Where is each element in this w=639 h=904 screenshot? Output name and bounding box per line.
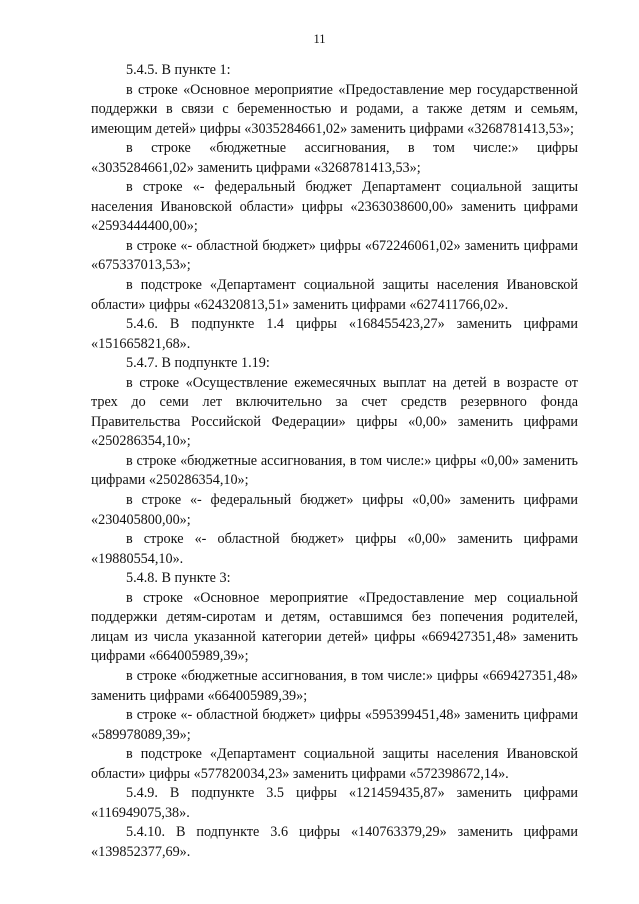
paragraph: 5.4.10. В подпункте 3.6 цифры «140763379,29» заменить цифрами «139852377,69». (91, 824, 578, 860)
paragraph: в строке «Осуществление ежемесячных выплат на детей в возрасте от трех до семи лет включительно за счет средств резервного фонда Правительства Российской Федерации» цифры «0,00» заменить цифрами «250286354,10»; (91, 374, 578, 450)
paragraph: 5.4.9. В подпункте 3.5 цифры «121459435,87» заменить цифрами «116949075,38». (91, 785, 578, 821)
document-body (91, 61, 578, 862)
paragraph: в подстроке «Департамент социальной защиты населения Ивановской области» цифры «624320813,51» заменить цифрами «627411766,02». (91, 277, 578, 313)
page-number: 11 (313, 32, 326, 46)
paragraph: 5.4.5. В пункте 1: (126, 62, 231, 78)
paragraph: 5.4.7. В подпункте 1.19: (126, 355, 270, 372)
paragraph: в строке «Основное мероприятие «Предоставление мер государственной поддержки в связи с беременностью и родами, а также детям и семьям, имеющим детей» цифры «3035284661,02» заменить цифрами «3268781413,53»; (91, 81, 578, 137)
paragraph: в строке «Основное мероприятие «Предоставление мер социальной поддержки детям-сиротам и детям, оставшимся без попечения родителей, лицам из числа указанной категории детей» цифры «669427351,48» заменить цифрами «664005989,39»; (91, 589, 578, 665)
paragraph: в строке «- областной бюджет» цифры «0,00» заменить цифрами «19880554,10». (91, 531, 578, 567)
paragraph: в строке «- федеральный бюджет Департамент социальной защиты населения Ивановской области» цифры «2363038600,00» заменить цифрами «2593444400,00»; (91, 179, 578, 235)
paragraph: в строке «бюджетные ассигнования, в том числе:» цифры «0,00» заменить цифрами «250286354,10»; (91, 452, 578, 489)
paragraph: в строке «- областной бюджет» цифры «595399451,48» заменить цифрами «589978089,39»; (91, 707, 578, 743)
paragraph: в подстроке «Департамент социальной защиты населения Ивановской области» цифры «577820034,23» заменить цифрами «572398672,14». (91, 746, 578, 782)
paragraph: 5.4.8. В пункте 3: (126, 570, 231, 587)
paragraph: в строке «бюджетные ассигнования, в том числе:» цифры «3035284661,02» заменить цифрами «3268781413,53»; (91, 140, 578, 176)
paragraph: 5.4.6. В подпункте 1.4 цифры «168455423,27» заменить цифрами «151665821,68». (91, 316, 578, 352)
paragraph: в строке «- областной бюджет» цифры «672246061,02» заменить цифрами «675337013,53»; (91, 237, 578, 274)
paragraph: в строке «бюджетные ассигнования, в том числе:» цифры «669427351,48» заменить цифрами «664005989,39»; (91, 667, 578, 704)
paragraph: в строке «- федеральный бюджет» цифры «0,00» заменить цифрами «230405800,00»; (91, 492, 578, 528)
